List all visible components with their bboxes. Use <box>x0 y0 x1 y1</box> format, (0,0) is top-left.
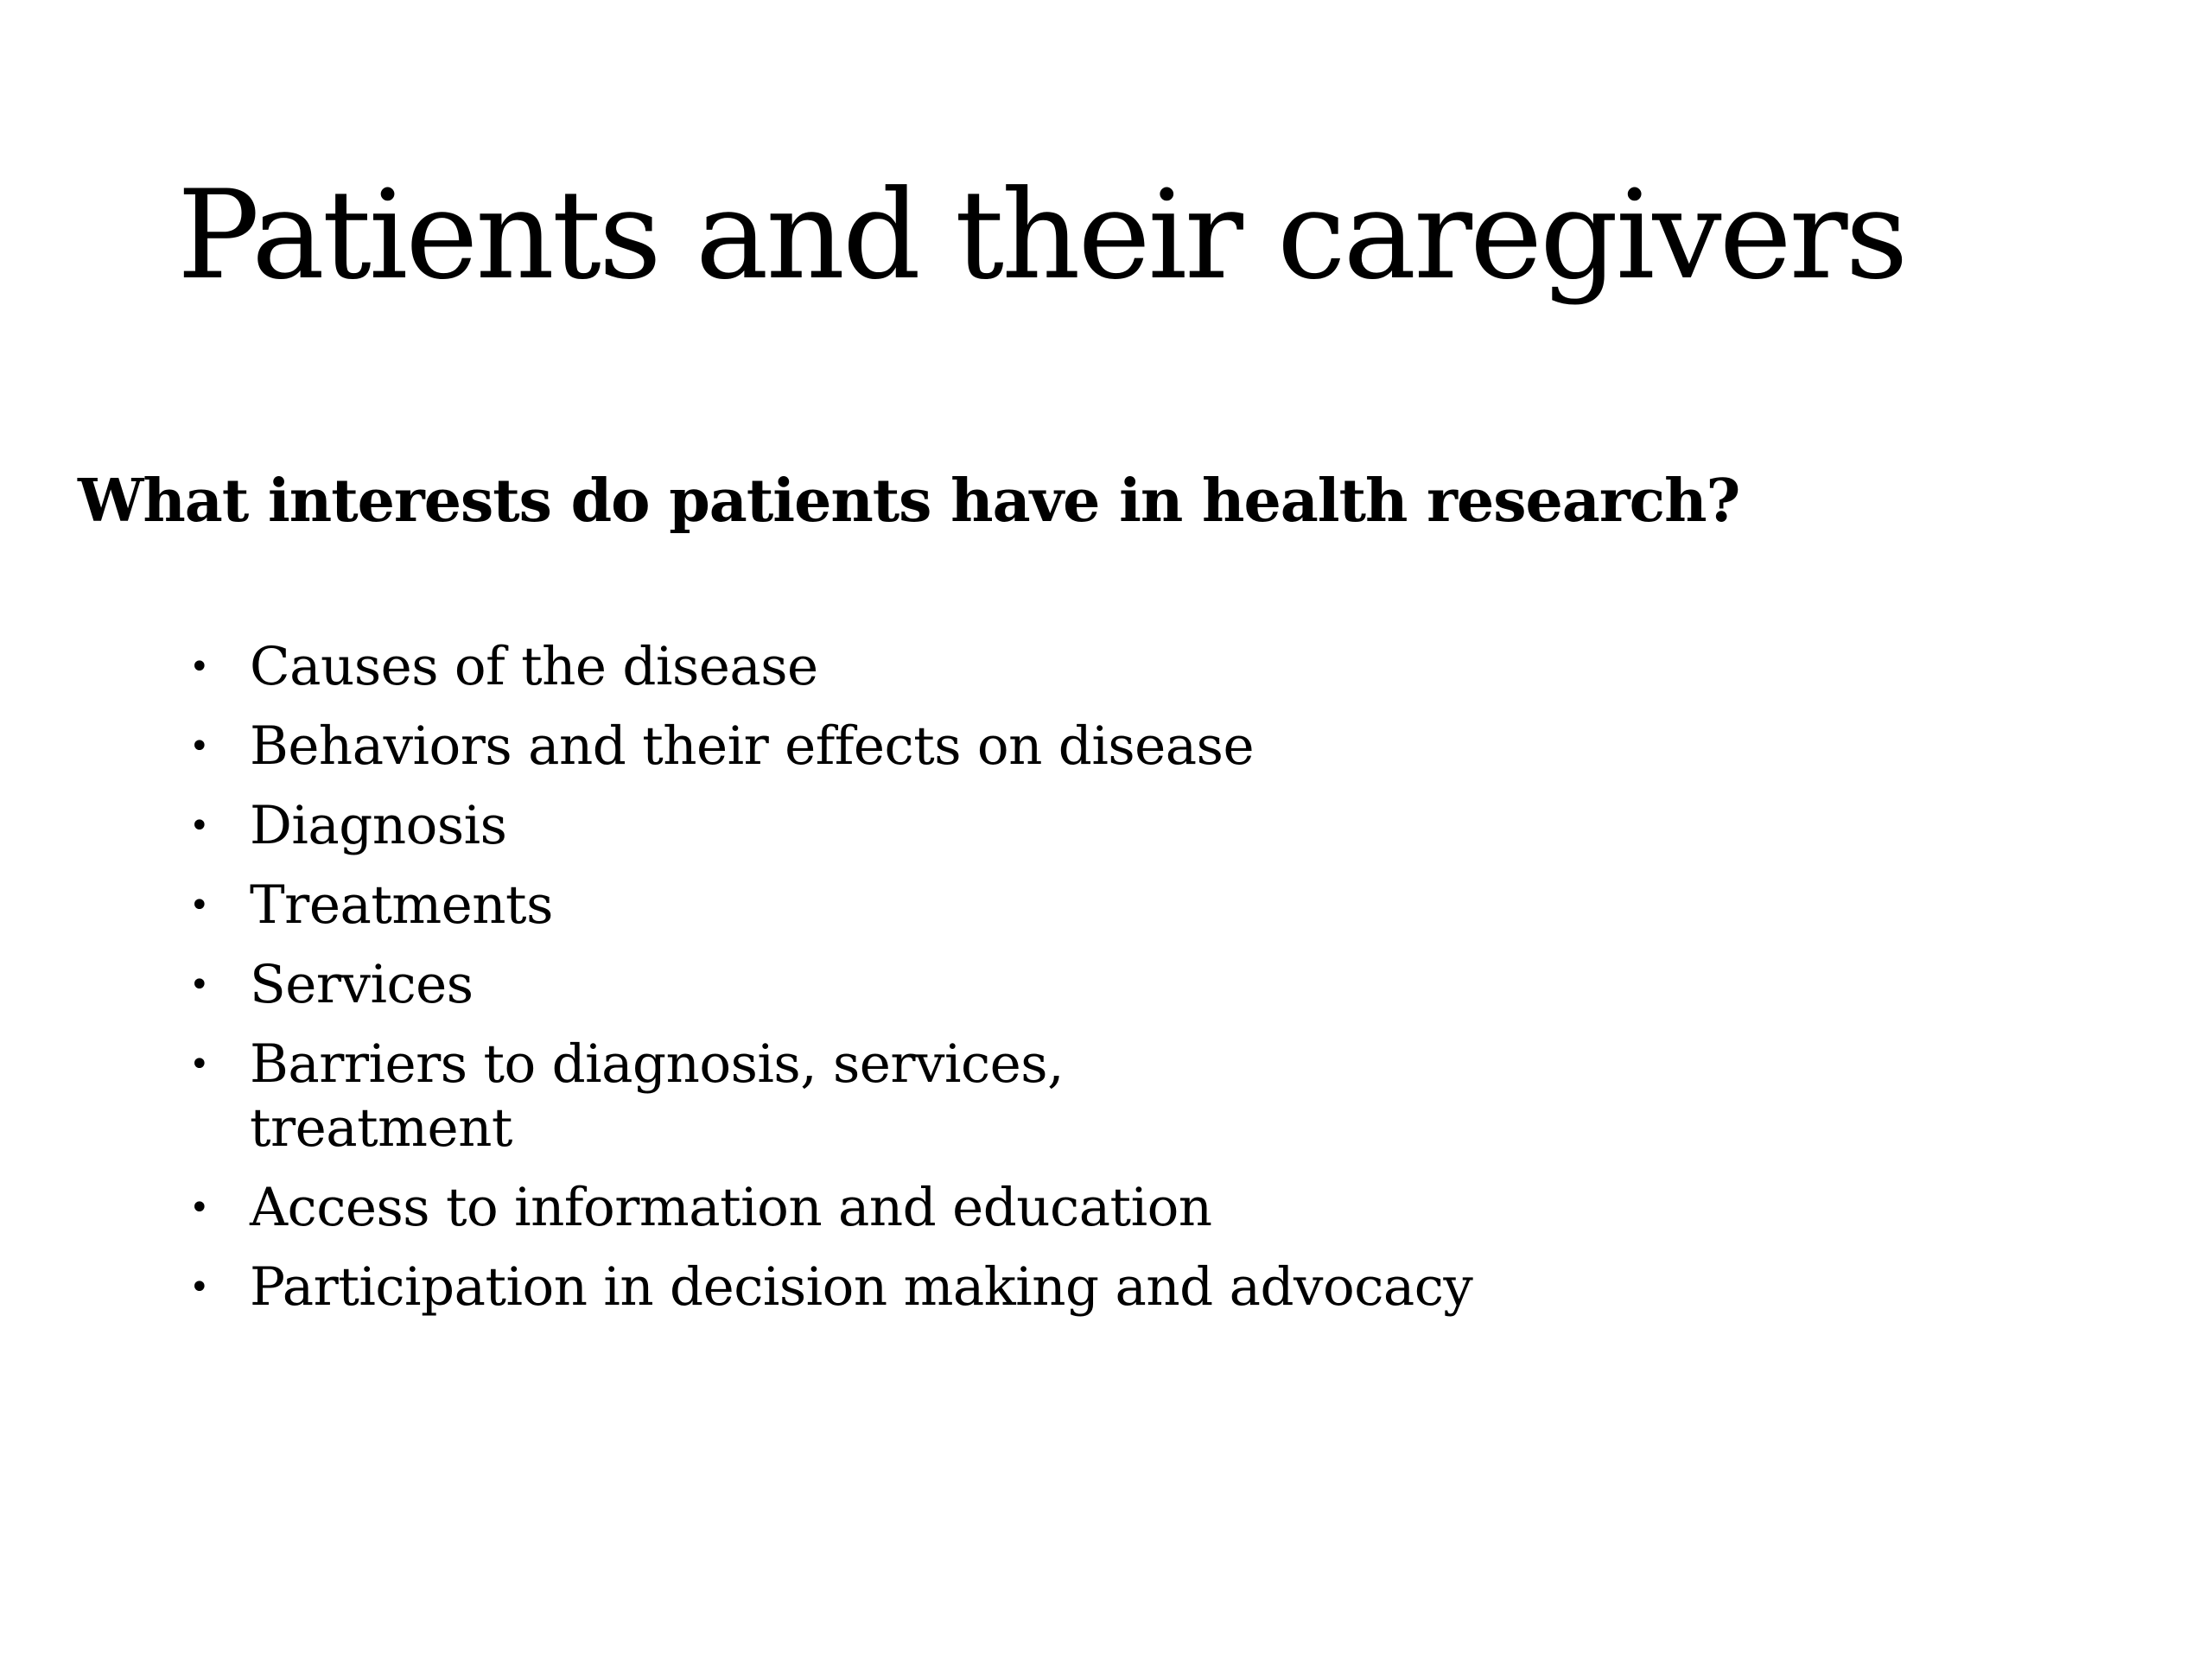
bullet-icon: • <box>189 647 210 687</box>
bullet-icon: • <box>189 1188 210 1228</box>
bullet-icon: • <box>189 806 210 846</box>
slide-subtitle: What interests do patients have in health research? <box>78 467 1740 536</box>
bullet-icon: • <box>189 727 210 766</box>
bullet-icon: • <box>189 965 210 1005</box>
list-item-text: Services <box>250 954 474 1015</box>
bullet-icon: • <box>189 1045 210 1084</box>
slide-title: Patients and their caregivers <box>177 164 1906 307</box>
bullet-icon: • <box>189 886 210 925</box>
list-item <box>186 1033 1525 1160</box>
list-item-text: Causes of the disease <box>250 636 818 697</box>
list-item-text: Treatments <box>250 874 553 936</box>
list-item-text: Behaviors and their effects on disease <box>250 715 1255 777</box>
list-item <box>186 635 1525 699</box>
list-item <box>186 1255 1525 1319</box>
list-item-text: Access to information and education <box>250 1177 1212 1238</box>
bullet-icon: • <box>189 1268 210 1307</box>
list-item <box>186 953 1525 1017</box>
list-item <box>186 794 1525 858</box>
list-item <box>186 715 1525 779</box>
bullet-list <box>186 635 1525 1335</box>
list-item-text: Barriers to diagnosis, services, treatment <box>250 1033 1064 1159</box>
list-item <box>186 874 1525 938</box>
list-item <box>186 1176 1525 1240</box>
list-item-text: Participation in decision making and advocacy <box>250 1256 1473 1318</box>
list-item-text: Diagnosis <box>250 795 507 856</box>
